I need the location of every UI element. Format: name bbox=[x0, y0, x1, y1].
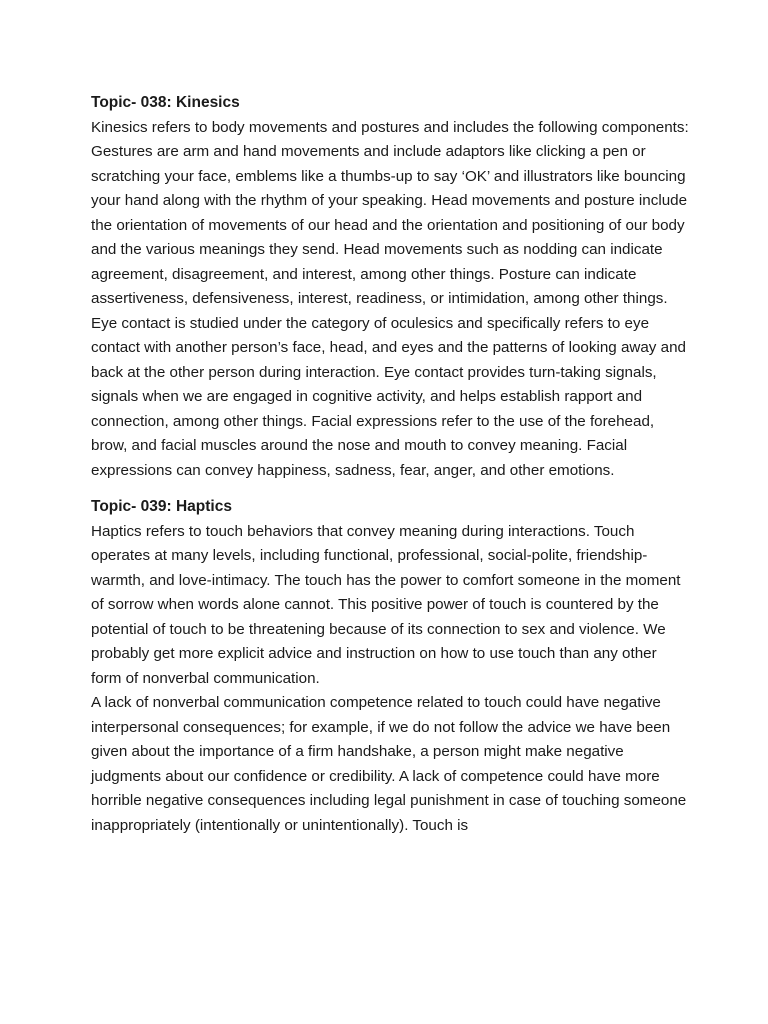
section-heading: Topic- 038: Kinesics bbox=[91, 94, 240, 111]
section-kinesics bbox=[91, 91, 691, 483]
section-heading: Topic- 039: Haptics bbox=[91, 498, 232, 515]
paragraph: A lack of nonverbal communication competence related to touch could have negative interpersonal consequences; for example, if we do not follow the advice we have been given about the importance of a firm handshake, a person might make negative judgments about our confidence or credibility. A lack of competence could have more horrible negative consequences including legal punishment in case of touching someone inappropriately (intentionally or unintentionally). Touch is bbox=[91, 694, 687, 834]
paragraph: Kinesics refers to body movements and postures and includes the following components: bbox=[91, 118, 689, 136]
paragraph: Gestures are arm and hand movements and include adaptors like clicking a pen or scratching your face, emblems like a thumbs-up to say ‘OK’ and illustrators like bouncing your hand along with the rhythm of your speaking. Head movements and posture include the orientation of movements of our head and the orientation and positioning of our body and the various meanings they send. Head movements such as nodding can indicate agreement, disagreement, and interest, among other things. Posture can indicate assertiveness, defensiveness, interest, readiness, or intimidation, among other things. bbox=[91, 143, 688, 307]
paragraph: Haptics refers to touch behaviors that convey meaning during interactions. Touch operates at many levels, including functional, professional, social-polite, friendship-warmth, and love-intimacy. The touch has the power to comfort someone in the moment of sorrow when words alone cannot. This positive power of touch is countered by the potential of touch to be threatening because of its connection to sex and violence. We probably get more explicit advice and instruction on how to use touch than any other form of nonverbal communication. bbox=[91, 522, 681, 687]
document-body bbox=[91, 91, 691, 838]
section-haptics bbox=[91, 495, 691, 838]
paragraph: Eye contact is studied under the category of oculesics and specifically refers to eye contact with another person’s face, head, and eyes and the patterns of looking away and back at the other person during interaction. Eye contact provides turn-taking signals, signals when we are engaged in cognitive activity, and helps establish rapport and connection, among other things. Facial expressions refer to the use of the forehead, brow, and facial muscles around the nose and mouth to convey meaning. Facial expressions can convey happiness, sadness, fear, anger, and other emotions. bbox=[91, 314, 686, 479]
